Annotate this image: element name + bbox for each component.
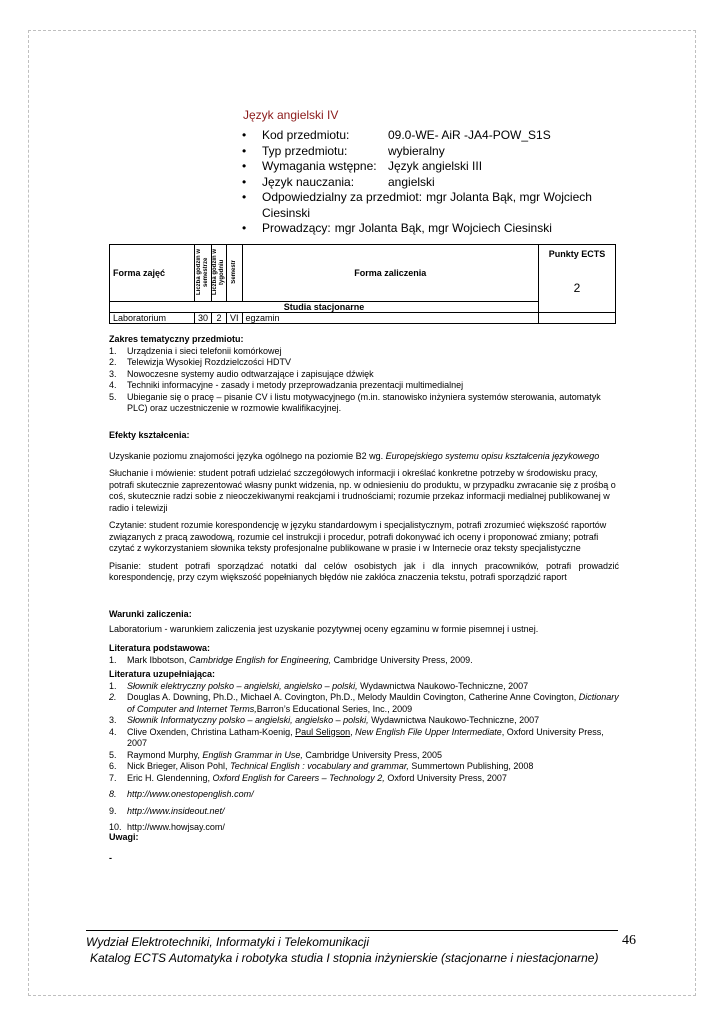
course-table [109,244,616,324]
list-item: 1. Słownik elektryczny polsko – angielski, angielsko – polski, Wydawnictwa Naukowo-Techniczne, 2007 [109,680,529,691]
bullet-icon: • [242,221,247,235]
list-item: 5. Raymond Murphy, English Grammar in Use, Cambridge University Press, 2005 [109,749,442,760]
list-item: 1. Mark Ibbotson, Cambridge English for Engineering, Cambridge University Press, 2009. [109,654,473,665]
list-item: 1. Urządzenia i sieci telefonii komórkowej [109,345,282,356]
link-howjsay[interactable]: 10. http://www.howjsay.com/ [109,822,225,832]
footer-faculty: Wydział Elektrotechniki, Informatyki i Telekomunikacji [86,935,369,949]
course-title: Język angielski IV [243,108,339,122]
header-semestr: Semestr [227,245,243,302]
list-item: 4. Clive Oxenden, Christina Latham-Koenig, Paul Seligson, New English File Upper Intermediate, Oxford University Press, 2007 [109,726,604,748]
bullet-icon: • [242,190,247,204]
table-row: Laboratorium 30 2 VI egzamin [110,313,616,324]
list-item: 3. Słownik Informatyczny polsko – angielski, angielsko – polski, Wydawnictwa Naukowo-Techniczne, 2007 [109,715,540,725]
literatura-uzupelniajaca: Literatura uzupełniająca: 1. Słownik elektryczny polsko – angielski, angielsko – polski, Wydawnictwa Naukowo-Techniczne, 2007 2. Douglas A. Downing, Ph.D., Michael A. Covington, Ph.D., Melody Mauldin Covington, Catherine Anne Covington, Dictionary of Computer and Internet Terms,Barron’s Educational Series, Inc., 2009 3. Słownik Informatyczny polsko – angielski, angielsko – polski, Wydawnictwa Naukowo-Techniczne, 2007 4. Clive Oxenden, Christina Latham-Koenig, Paul Seligson, New English File Upper Intermediate, Oxford University Press, 2007 5. Raymond Murphy, English Grammar in Use, Cambridge University Press, 2005 6. Nick Brieger, Alison Pohl, Technical English : vocabulary and grammar, Summertown Publishing, 2008 7. Eric H. Glendenning, Oxford English for Careers – Technology 2, Oxford University Press, 2007 8. http://www.onestopenglish.com/ 9. http://www.insideout.net/ 10. http://www.howjsay.com/ [109,669,619,832]
warunki-section: Warunki zaliczenia: Laboratorium - warunkiem zaliczenia jest uzyskanie pozytywnej oceny egzaminu w formie pisemnej i ustnej. [109,609,539,634]
list-item: 4. Techniki informacyjne - zasady i metody przeprowadzania prezentacji multimedialnej [109,380,464,390]
uwagi-section: Uwagi: - [109,832,139,863]
literatura-podstawowa: Literatura podstawowa: 1. Mark Ibbotson, Cambridge English for Engineering, Cambridge University Press, 2009. [109,643,619,666]
header-liczba-tyg: Liczba godzin w tygodniu [212,245,227,302]
link-onestopenglish[interactable]: 8. http://www.onestopenglish.com/ [109,789,254,799]
efekty-section: Efekty kształcenia: Uzyskanie poziomu znajomości języka ogólnego na poziomie B2 wg. Europejskiego systemu opisu kształcenia językowego Słuchanie i mówienie: student potrafi udzielać szczegółowych informacji i określać konkretne potrzeby w środowisku pracy, potrafi skutecznie zaprezentować własny punkt widzenia, np. w odniesieniu do produktu, w przypadku zwracanie się z prośbą o coś, skutecznie radzi sobie z nieoczekiwanymi reakcjami i trudnościami; rozumie przekaz informacji medialnej publikowanej w radio i telewizji Czytanie: student rozumie korespondencję w języku standardowym i specjalistycznym, potrafi zrozumieć większość raportów związanych z pracą zawodową, rozumie cel instrukcji i procedur, potrafi dokonywać ich oceny i proponować zmiany; potrafi czytać z wykorzystaniem słownika teksty profesjonalne publikowane w prasie i w Internecie oraz teksty specjalistyczne Pisanie: student potrafi sporządzać notatki dal celów osobistych jak i dla innych pracowników, potrafi prowadzić korespondencję, przy czym większość popełnianych błędów nie zakłóca znaczenia tekstu, potrafi sporządzić raport [109,430,619,582]
info-prowadzacy: • Prowadzący: mgr Jolanta Bąk, mgr Wojciech Ciesinski [242,221,552,235]
list-item: 5. Ubieganie się o pracę – pisanie CV i listu motywacyjnego (m.in. stanowisko inżyniera systemów sterowania, automatyk PLC) oraz uczestniczenie w rozmowie kwalifikacyjnej. [109,391,601,413]
bullet-icon: • [242,174,247,189]
info-wymagania: • Wymagania wstępne: Język angielski III [242,159,483,173]
header-forma-zajec: Forma zajęć [110,245,195,302]
info-odpowiedzialny: • Odpowiedzialny za przedmiot: mgr Jolanta Bąk, mgr Wojciech Ciesinski [242,190,592,220]
list-item: 3. Nowoczesne systemy audio odtwarzające i zapisujące dźwięk [109,368,374,379]
list-item: 2. Telewizja Wysokiej Rozdzielczości HDTV [109,357,291,367]
section-studia: Studia stacjonarne [110,302,539,313]
bullet-icon: • [242,128,247,142]
link-insideout[interactable]: 9. http://www.insideout.net/ [109,805,225,816]
info-kod: • Kod przedmiotu: 09.0-WE- AiR -JA4-POW_S1S [242,128,551,142]
info-typ: • Typ przedmiotu: wybieralny [242,143,445,158]
bullet-icon: • [242,143,247,158]
footer-catalog: Katalog ECTS Automatyka i robotyka studia I stopnia inżynierskie (stacjonarne i niestacjonarne) [90,951,599,965]
efekty-p4: Pisanie: student potrafi sporządzać notatki dal celów osobistych jak i dla innych pracowników, potrafi prowadzić korespondencję, przy czym większość popełnianych błędów nie zakłóca znaczenia tekstu, potrafi sporządzić raport [109,560,619,582]
efekty-p2: Słuchanie i mówienie: student potrafi udzielać szczegółowych informacji i określać konkretne potrzeby w środowisku pracy, potrafi skutecznie zaprezentować własny punkt widzenia, np. w odniesieniu do produktu, w przypadku zwracanie się z prośbą o coś, skutecznie radzi sobie z nieoczekiwanymi reakcjami i trudnościami; rozumie przekaz informacji medialnej publikowanej w radio i telewizji [109,468,616,513]
header-forma-zaliczenia: Forma zaliczenia [242,245,538,302]
page-number: 46 [622,933,636,948]
zakres-section: Zakres tematyczny przedmiotu: 1. Urządzenia i sieci telefonii komórkowej 2. Telewizja Wysokiej Rozdzielczości HDTV 3. Nowoczesne systemy audio odtwarzające i zapisujące dźwięk 4. Techniki informacyjne - zasady i metody przeprowadzania prezentacji multimedialnej 5. Ubieganie się o pracę – pisanie CV i listu motywacyjnego (m.in. stanowisko inżyniera systemów sterowania, automatyk PLC) oraz uczestniczenie w rozmowie kwalifikacyjnej. [109,334,619,415]
footer-divider [86,930,618,931]
ects-value: 2 [573,281,581,295]
course-info-list [242,128,612,237]
header-liczba-sem: Liczba godzin w semestrze [195,245,212,302]
list-item: 7. Eric H. Glendenning, Oxford English for Careers – Technology 2, Oxford University Press, 2007 [109,772,507,783]
efekty-p3: Czytanie: student rozumie korespondencję w języku standardowym i specjalistycznym, potrafi zrozumieć większość raportów związanych z pracą zawodową, rozumie cel instrukcji i procedur, potrafi dokonywać ich oceny i proponować zmiany; potrafi czytać z wykorzystaniem słownika teksty profesjonalne publikowane w prasie i w Internecie oraz teksty specjalistyczne [109,520,607,553]
info-jezyk: • Język nauczania: angielski [242,174,435,189]
list-item: 2. Douglas A. Downing, Ph.D., Michael A. Covington, Ph.D., Melody Mauldin Covington, Catherine Anne Covington, Dictionary of Computer and Internet Terms,Barron’s Educational Series, Inc., 2009 [109,692,619,714]
list-item: 6. Nick Brieger, Alison Pohl, Technical English : vocabulary and grammar, Summertown Publishing, 2008 [109,761,534,771]
efekty-p1: Uzyskanie poziomu znajomości języka ogólnego na poziomie B2 wg. Europejskiego systemu opisu kształcenia językowego [109,450,600,461]
header-punkty-ects: Punkty ECTS 2 [539,245,616,313]
bullet-icon: • [242,159,247,173]
